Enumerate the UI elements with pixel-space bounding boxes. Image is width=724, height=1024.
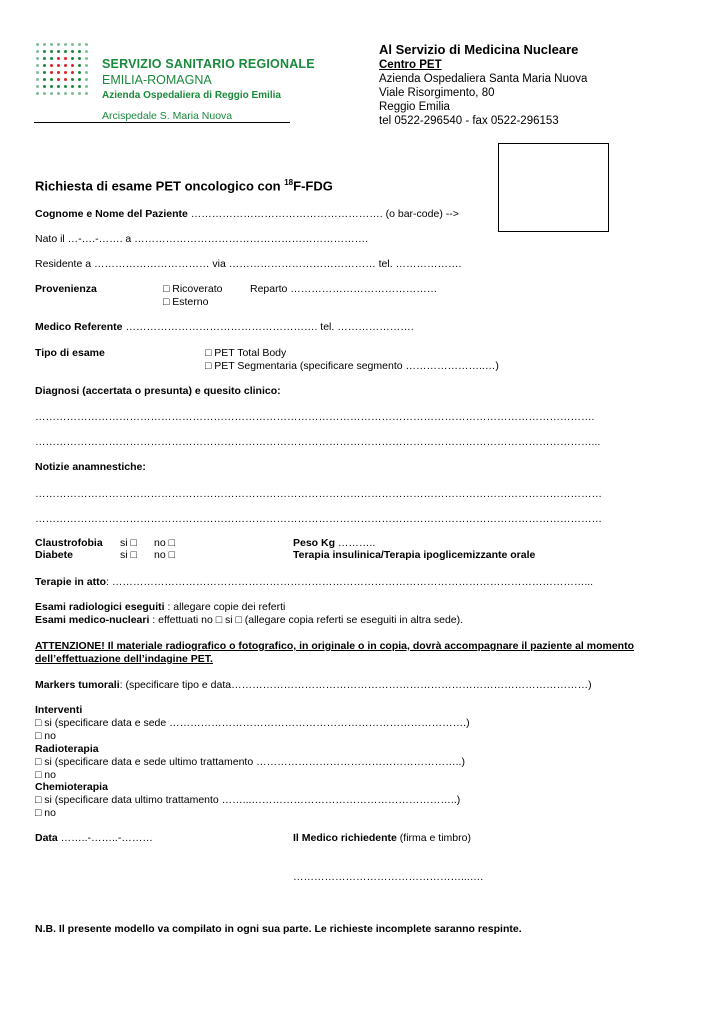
terapie-dots: : ………………………………………………………………………………………………………………………... <box>105 576 594 588</box>
birth-field[interactable]: Nato il …-….-……. a …………………………………………………………. <box>35 233 369 245</box>
interventi-no-checkbox[interactable]: □ no <box>35 730 56 742</box>
logo-dot <box>78 50 81 53</box>
logo-dot <box>85 92 88 95</box>
logo-dot <box>50 85 53 88</box>
logo-dot <box>64 78 67 81</box>
address-heading: Al Servizio di Medicina Nucleare <box>379 42 579 57</box>
markers-label: Markers tumorali <box>35 679 120 691</box>
logo-dot <box>36 92 39 95</box>
logo-dot <box>50 71 53 74</box>
logo-dot <box>64 71 67 74</box>
logo-dot <box>57 78 60 81</box>
logo-dot <box>71 57 74 60</box>
notizie-label: Notizie anamnestiche: <box>35 461 146 473</box>
logo-dot <box>78 85 81 88</box>
pet-segmentaria-checkbox[interactable]: □ PET Segmentaria (specificare segmento …………………..…) <box>205 360 499 372</box>
claustrofobia-no-checkbox[interactable]: no □ <box>154 537 175 549</box>
medico-richiedente-label: Il Medico richiedente <box>293 832 397 844</box>
logo-dot <box>64 64 67 67</box>
recipient-address <box>379 42 587 128</box>
barcode-box <box>498 143 609 232</box>
title-isotope: 18 <box>284 178 294 187</box>
medico-richiedente-row <box>293 832 471 844</box>
logo-dot <box>50 92 53 95</box>
form-title <box>35 178 333 193</box>
logo-dot <box>57 71 60 74</box>
pet-total-body-checkbox[interactable]: □ PET Total Body <box>205 347 287 359</box>
logo-dot <box>50 78 53 81</box>
markers-field[interactable] <box>35 679 592 691</box>
esami-medico-nucleari-text: : effettuati no □ si □ (allegare copia referti se eseguiti in altra sede). <box>149 614 464 626</box>
patient-name-label: Cognome e Nome del Paziente <box>35 208 188 220</box>
diabete-label: Diabete <box>35 549 73 561</box>
terapie-label: Terapie in atto <box>35 576 106 588</box>
logo-dot <box>64 57 67 60</box>
logo-dot <box>85 78 88 81</box>
logo-dot <box>64 50 67 53</box>
logo-dot <box>43 64 46 67</box>
logo-dot <box>43 57 46 60</box>
esterno-checkbox[interactable]: □ Esterno <box>163 296 209 308</box>
esami-medico-nucleari-label: Esami medico-nucleari <box>35 614 150 626</box>
logo-dot <box>43 85 46 88</box>
logo-arcispedale: Arcispedale S. Maria Nuova <box>102 110 233 122</box>
logo-dot <box>85 43 88 46</box>
logo-dot <box>43 78 46 81</box>
logo-dot <box>36 43 39 46</box>
logo-dot <box>71 43 74 46</box>
logo-dot <box>57 85 60 88</box>
logo-dot <box>71 50 74 53</box>
address-line: Viale Risorgimento, 80 <box>379 87 495 99</box>
logo-dot <box>43 50 46 53</box>
logo-dot <box>36 50 39 53</box>
diabete-no-checkbox[interactable]: no □ <box>154 549 175 561</box>
logo-region: EMILIA-ROMAGNA <box>102 73 212 87</box>
attenzione-notice: ATTENZIONE! Il materiale radiografico o fotografico, in originale o in copia, dovrà accompagnare il paziente al momento <box>35 640 634 652</box>
notizie-line[interactable]: ……………………………………………………………………………………………………………………………………………… <box>35 513 602 525</box>
logo-dot <box>71 71 74 74</box>
logo-dot <box>57 57 60 60</box>
logo-dot <box>64 85 67 88</box>
diagnosi-label: Diagnosi (accertata o presunta) e quesito clinico: <box>35 385 281 397</box>
logo-dot <box>57 92 60 95</box>
logo-dot <box>36 85 39 88</box>
peso-field[interactable] <box>293 537 375 549</box>
logo-dot <box>78 92 81 95</box>
chemioterapia-si-checkbox[interactable]: □ si (specificare data ultimo trattamento ……...…………………………………………………..) <box>35 794 461 806</box>
logo-divider <box>34 122 290 123</box>
logo-dot <box>50 57 53 60</box>
data-label: Data <box>35 832 58 844</box>
esami-medico-nucleari-row[interactable] <box>35 614 463 626</box>
chemioterapia-no-checkbox[interactable]: □ no <box>35 807 56 819</box>
diagnosi-line[interactable]: ……………………………………………………………………………………………………………………………………………... <box>35 436 601 448</box>
logo-dot <box>43 92 46 95</box>
data-dots: ……..-……..-……… <box>57 832 153 844</box>
logo-dot <box>36 71 39 74</box>
logo-dot <box>71 92 74 95</box>
data-field[interactable] <box>35 832 153 844</box>
residence-field[interactable]: Residente a …………………………… via …………………………………… tel. ………………. <box>35 258 462 270</box>
peso-dots: ……….. <box>335 537 376 549</box>
logo-dot <box>50 43 53 46</box>
title-tail: F-FDG <box>293 178 333 194</box>
logo-dot <box>57 64 60 67</box>
medico-richiedente-note: (firma e timbro) <box>396 832 471 844</box>
peso-label: Peso Kg <box>293 537 336 549</box>
logo-dot <box>78 57 81 60</box>
logo-dot <box>50 64 53 67</box>
logo-dot <box>78 64 81 67</box>
logo-dot <box>85 64 88 67</box>
logo-dot <box>57 43 60 46</box>
terapia-insulinica-label: Terapia insulinica/Terapia ipoglicemizzante orale <box>293 549 536 561</box>
markers-text: : (specificare tipo e data…………………………………………………………………………………………) <box>119 679 592 691</box>
terapie-field[interactable] <box>35 576 593 588</box>
logo-dot <box>85 71 88 74</box>
patient-name-dots: ………………………………………………. (o bar-code) --> <box>187 208 459 220</box>
title-main: Richiesta di esame PET oncologico con <box>35 178 285 194</box>
logo-azienda: Azienda Ospedaliera di Reggio Emilia <box>102 90 281 101</box>
ricoverato-checkbox[interactable]: □ Ricoverato <box>163 283 223 295</box>
logo-dot <box>78 43 81 46</box>
logo-title: SERVIZIO SANITARIO REGIONALE <box>102 57 315 71</box>
address-unit: Centro PET <box>379 59 442 71</box>
logo-dot <box>43 43 46 46</box>
logo-dot <box>57 50 60 53</box>
logo-dot <box>64 92 67 95</box>
radioterapia-no-checkbox[interactable]: □ no <box>35 769 56 781</box>
logo-emblem-icon <box>36 43 92 99</box>
diagnosi-line[interactable]: ……………………………………………………………………………………………………………………………………………. <box>35 411 595 423</box>
logo-dot <box>71 78 74 81</box>
radioterapia-label: Radioterapia <box>35 743 99 755</box>
address-line: Azienda Ospedaliera Santa Maria Nuova <box>379 73 588 85</box>
logo-dot <box>78 71 81 74</box>
provenienza-label: Provenienza <box>35 283 97 295</box>
logo-dot <box>85 50 88 53</box>
nb-note: N.B. Il presente modello va compilato in ogni sua parte. Le richieste incomplete saranno respinte. <box>35 923 522 935</box>
claustrofobia-label: Claustrofobia <box>35 537 103 549</box>
address-phone: tel 0522-296540 - fax 0522-296153 <box>379 115 559 127</box>
esami-radiologici-text: : allegare copie dei referti <box>164 601 286 613</box>
logo-dot <box>85 85 88 88</box>
signature-field[interactable]: …………………………………………...…. <box>293 871 484 883</box>
logo-dot <box>36 78 39 81</box>
logo-dot <box>78 78 81 81</box>
radioterapia-si-checkbox[interactable]: □ si (specificare data e sede ultimo trattamento …………………………………………………..) <box>35 756 465 768</box>
logo-dot <box>36 57 39 60</box>
logo-dot <box>71 64 74 67</box>
tipo-esame-label: Tipo di esame <box>35 347 105 359</box>
medico-referente-field[interactable] <box>35 321 414 333</box>
medico-referente-dots: ………………………………………………. tel. …………………. <box>122 321 414 333</box>
notizie-line[interactable]: ……………………………………………………………………………………………………………………………………………… <box>35 488 602 500</box>
patient-name-field[interactable] <box>35 208 459 220</box>
address-line: Reggio Emilia <box>379 101 450 113</box>
logo-dot <box>64 43 67 46</box>
reparto-field[interactable]: Reparto …………………………………… <box>250 283 438 295</box>
interventi-label: Interventi <box>35 704 83 716</box>
logo-dot <box>43 71 46 74</box>
interventi-si-checkbox[interactable]: □ si (specificare data e sede ………………………………………………………………………….) <box>35 717 470 729</box>
logo-dot <box>71 85 74 88</box>
attenzione-notice-cont: dell’effettuazione dell’indagine PET. <box>35 653 213 665</box>
medico-referente-label: Medico Referente <box>35 321 123 333</box>
chemioterapia-label: Chemioterapia <box>35 781 108 793</box>
diabete-si-checkbox[interactable]: si □ <box>120 549 137 561</box>
esami-radiologici-label: Esami radiologici eseguiti <box>35 601 165 613</box>
logo-dot <box>36 64 39 67</box>
logo-dot <box>50 50 53 53</box>
logo-dot <box>85 57 88 60</box>
esami-radiologici-row <box>35 601 285 613</box>
claustrofobia-si-checkbox[interactable]: si □ <box>120 537 137 549</box>
